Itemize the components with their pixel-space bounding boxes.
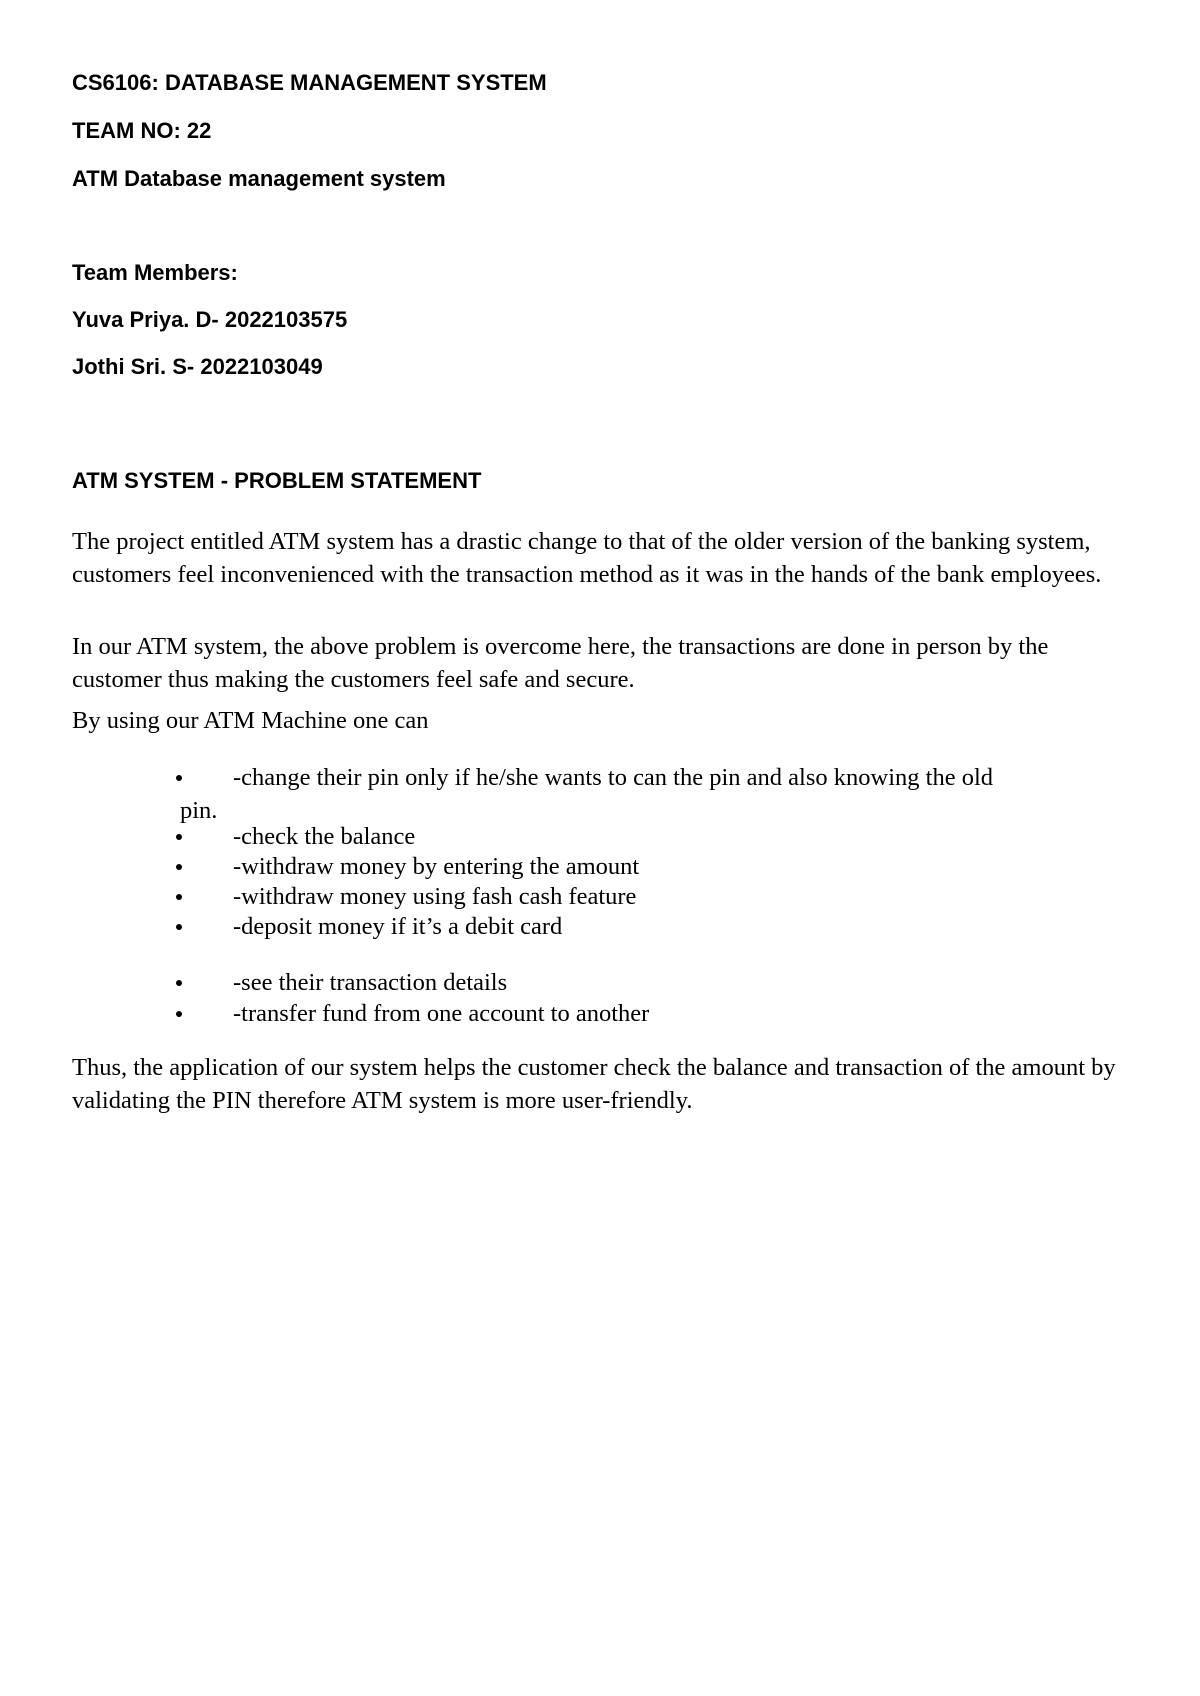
list-item-text-continued: pin.: [180, 797, 218, 824]
bullet-icon: [176, 834, 182, 840]
list-item-text: -see their transaction details: [233, 969, 508, 996]
team-member-1: Yuva Priya. D- 2022103575: [72, 307, 348, 332]
features-intro: By using our ATM Machine one can: [72, 707, 429, 734]
list-item: [180, 820, 1120, 853]
list-item-text: -deposit money if it’s a debit card: [233, 913, 563, 940]
list-item: [180, 850, 1120, 883]
bullet-icon: [176, 775, 182, 781]
bullet-icon: [176, 894, 182, 900]
list-item-text: -withdraw money by entering the amount: [233, 853, 640, 880]
team-members-heading: Team Members:: [72, 260, 238, 285]
list-item-text: -check the balance: [233, 823, 416, 850]
list-item-text: -transfer fund from one account to another: [233, 1000, 650, 1027]
list-item-text: -withdraw money using fash cash feature: [233, 883, 637, 910]
problem-statement-heading: ATM SYSTEM - PROBLEM STATEMENT: [72, 468, 482, 493]
list-item: [180, 966, 1120, 999]
bullet-icon: [176, 924, 182, 930]
list-item: [180, 997, 1120, 1030]
bullet-icon: [176, 980, 182, 986]
bullet-icon: [176, 864, 182, 870]
project-title: ATM Database management system: [72, 166, 446, 191]
problem-paragraph-2: In our ATM system, the above problem is overcome here, the transactions are done in person by the customer thus making the customers feel safe and secure.: [72, 633, 1049, 693]
team-number: TEAM NO: 22: [72, 118, 212, 143]
course-title: CS6106: DATABASE MANAGEMENT SYSTEM: [72, 70, 547, 95]
team-member-2: Jothi Sri. S- 2022103049: [72, 354, 323, 379]
list-item-text: -change their pin only if he/she wants to can the pin and also knowing the old: [233, 764, 994, 791]
bullet-icon: [176, 1011, 182, 1017]
list-item: [180, 880, 1120, 913]
list-item: [180, 910, 1120, 943]
conclusion-paragraph: Thus, the application of our system helps the customer check the balance and transaction of the amount by validating the PIN therefore ATM system is more user-friendly.: [72, 1054, 1116, 1114]
problem-paragraph-1: The project entitled ATM system has a drastic change to that of the older version of the banking system, customers feel inconvenienced with the transaction method as it was in the hands of the bank employees.: [72, 528, 1102, 588]
list-item: [180, 761, 1120, 827]
